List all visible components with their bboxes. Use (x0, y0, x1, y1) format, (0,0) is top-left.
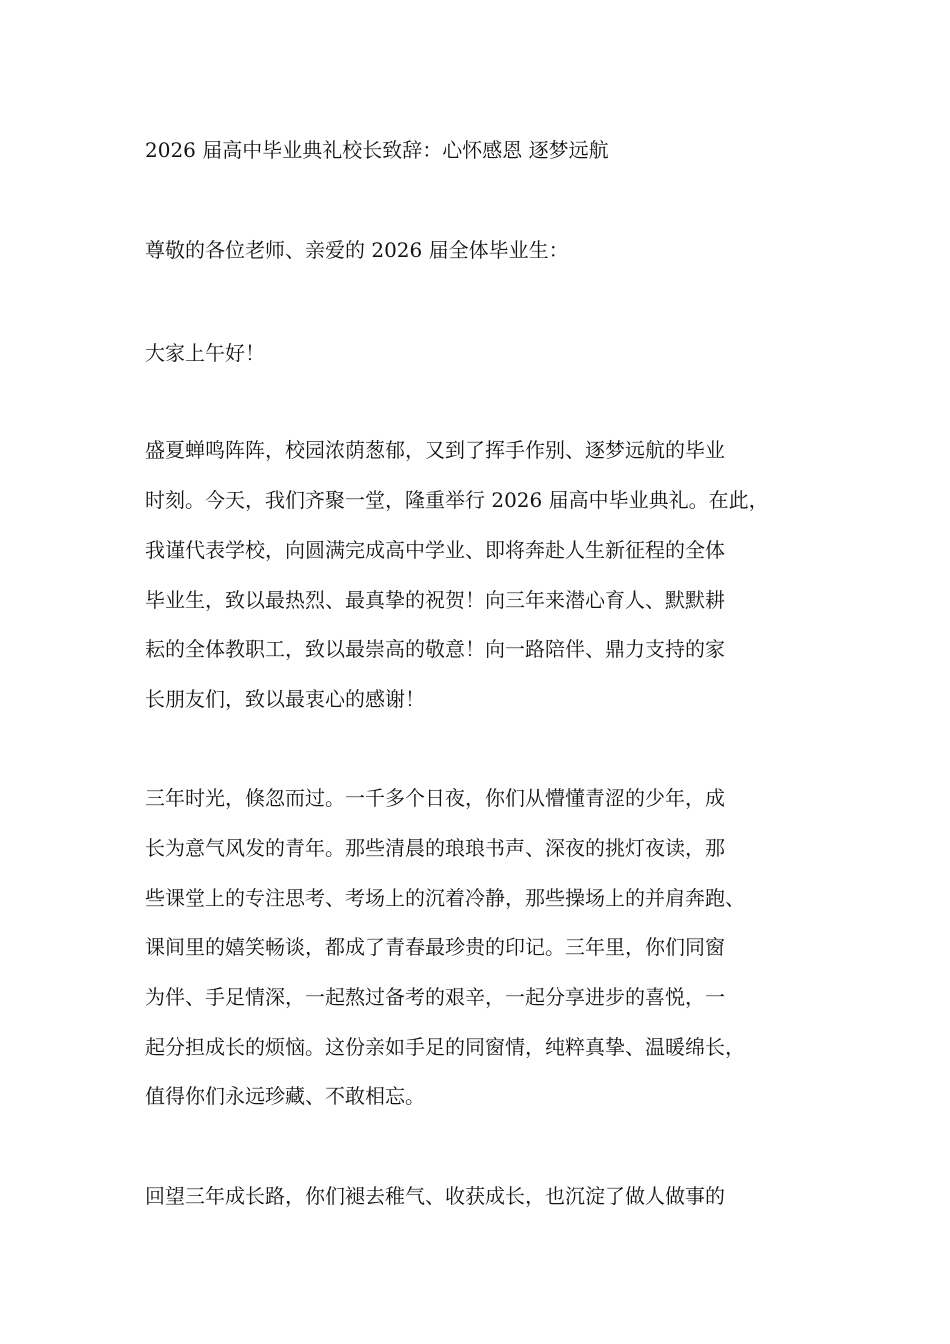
document-title: 2026 届高中毕业典礼校长致辞：心怀感恩 逐梦远航 (145, 138, 609, 162)
paragraph-line: 我谨代表学校，向圆满完成高中学业、即将奔赴人生新征程的全体 (145, 538, 725, 562)
paragraph-line: 课间里的嬉笑畅谈，都成了青春最珍贵的印记。三年里，你们同窗 (145, 935, 725, 959)
paragraph-line: 些课堂上的专注思考、考场上的沉着冷静，那些操场上的并肩奔跑、 (145, 886, 745, 910)
paragraph-line: 三年时光，倏忽而过。一千多个日夜，你们从懵懂青涩的少年，成 (145, 786, 725, 810)
paragraph-line: 为伴、手足情深，一起熬过备考的艰辛，一起分享进步的喜悦，一 (145, 985, 725, 1009)
paragraph-line: 毕业生，致以最热烈、最真挚的祝贺！向三年来潜心育人、默默耕 (145, 588, 725, 612)
paragraph-line: 耘的全体教职工，致以最崇高的敬意！向一路陪伴、鼎力支持的家 (145, 637, 725, 661)
salutation: 尊敬的各位老师、亲爱的 2026 届全体毕业生： (145, 238, 569, 262)
paragraph-line: 时刻。今天，我们齐聚一堂，隆重举行 2026 届高中毕业典礼。在此， (145, 488, 769, 512)
paragraph-line: 回望三年成长路，你们褪去稚气、收获成长，也沉淀了做人做事的 (145, 1184, 725, 1208)
paragraph-line: 长朋友们，致以最衷心的感谢！ (145, 687, 425, 711)
paragraph-line: 长为意气风发的青年。那些清晨的琅琅书声、深夜的挑灯夜读，那 (145, 836, 725, 860)
greeting: 大家上午好！ (145, 341, 265, 365)
paragraph-line: 起分担成长的烦恼。这份亲如手足的同窗情，纯粹真挚、温暖绵长， (145, 1035, 745, 1059)
paragraph-line: 值得你们永远珍藏、不敢相忘。 (145, 1084, 425, 1108)
paragraph-line: 盛夏蝉鸣阵阵，校园浓荫葱郁，又到了挥手作别、逐梦远航的毕业 (145, 438, 725, 462)
